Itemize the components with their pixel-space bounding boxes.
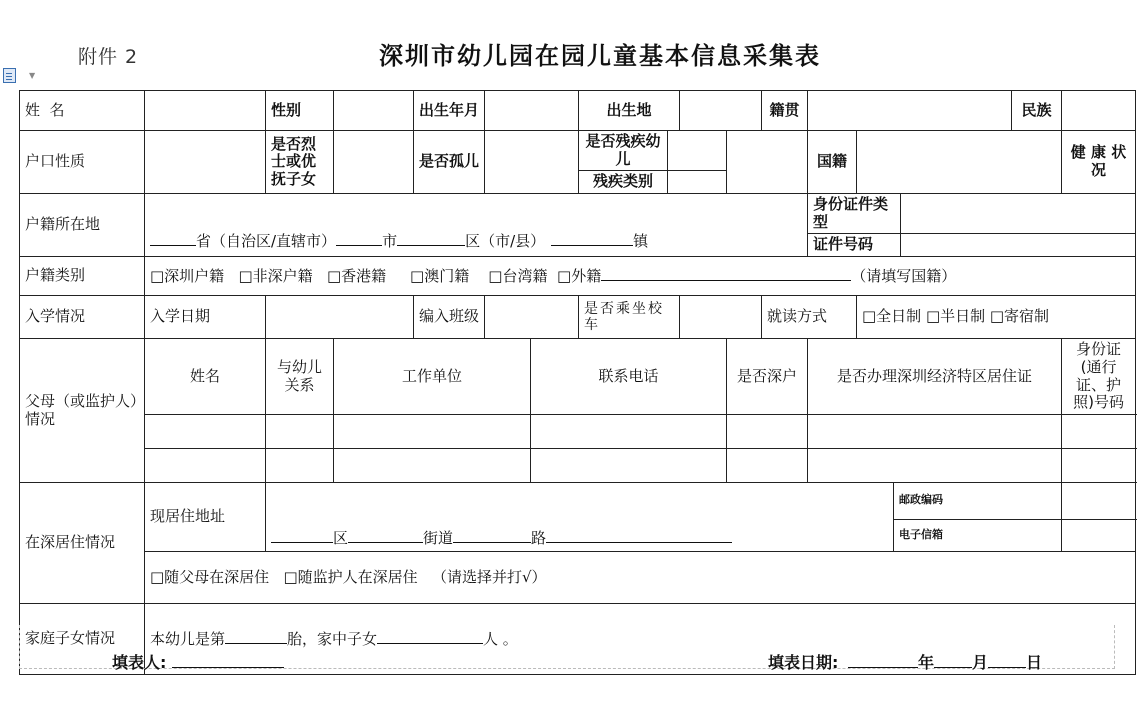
parent-row xyxy=(20,414,1136,448)
month-label: 月 xyxy=(972,653,989,672)
town-label: 镇 xyxy=(633,232,649,251)
email-label: 电子信箱 xyxy=(894,519,1062,551)
parent-2-employer[interactable] xyxy=(334,448,531,482)
hukou-nature-value-cell[interactable] xyxy=(145,131,266,194)
option-shenzhen[interactable]: □深圳户籍 xyxy=(150,267,225,286)
study-mode-label: 就读方式 xyxy=(762,296,857,339)
parent-1-relation[interactable] xyxy=(266,414,334,448)
id-number-value[interactable] xyxy=(901,234,1136,256)
parent-1-id-number[interactable] xyxy=(1062,414,1136,448)
option-macau[interactable]: □澳门籍 xyxy=(410,267,470,286)
live-with-options[interactable]: □随父母在深居住 □随监护人在深居住 （请选择并打√） xyxy=(145,551,1136,603)
parent-employer-header: 工作单位 xyxy=(334,339,531,415)
hukou-nature-label: 户口性质 xyxy=(20,131,145,194)
residence-row xyxy=(20,482,1136,519)
parent-id-number-header: 身份证(通行证、护照)号码 xyxy=(1062,339,1136,415)
parent-sz-hukou-header: 是否深户 xyxy=(727,339,808,415)
address-value-cell[interactable] xyxy=(266,482,894,551)
id-number-label: 证件号码 xyxy=(808,234,901,256)
name-label: 姓 名 xyxy=(20,91,145,131)
birth-date-label: 出生年月 xyxy=(414,91,485,131)
city-label: 市 xyxy=(382,232,398,251)
gender-label: 性别 xyxy=(266,91,334,131)
nationality-hint: （请填写国籍） xyxy=(851,267,957,286)
postal-code-value[interactable] xyxy=(1062,482,1136,519)
year-label: 年 xyxy=(917,653,934,672)
native-place-label: 籍贯 xyxy=(762,91,808,131)
hukou-category-label: 户籍类别 xyxy=(20,257,145,296)
family-label: 家庭子女情况 xyxy=(20,603,145,674)
annex-label: 附件 2 xyxy=(78,46,139,68)
hukou-category-options[interactable] xyxy=(145,257,1136,296)
option-non-shenzhen[interactable]: □非深户籍 xyxy=(238,267,313,286)
parents-label: 父母（或监护人）情况 xyxy=(20,339,145,483)
id-type-label: 身份证件类型 xyxy=(808,194,901,234)
parent-2-sz-hukou[interactable] xyxy=(727,448,808,482)
parent-phone-header: 联系电话 xyxy=(531,339,727,415)
ethnicity-label: 民族 xyxy=(1012,91,1062,131)
enrollment-row xyxy=(20,296,1136,339)
address-district: 区 xyxy=(333,529,349,548)
postal-code-label: 邮政编码 xyxy=(894,482,1062,519)
family-text-b: 胎，家中子女 xyxy=(287,630,378,649)
enroll-date-value-cell[interactable] xyxy=(266,296,414,339)
class-value-cell[interactable] xyxy=(485,296,579,339)
class-label: 编入班级 xyxy=(414,296,485,339)
gender-value-cell[interactable] xyxy=(334,91,414,131)
hukou-location-address[interactable] xyxy=(145,194,808,257)
parent-1-phone[interactable] xyxy=(531,414,727,448)
parent-2-id-number[interactable] xyxy=(1062,448,1136,482)
disability-type-label: 残疾类别 xyxy=(592,172,653,191)
id-info-cell xyxy=(808,194,1136,257)
parent-1-employer[interactable] xyxy=(334,414,531,448)
day-label: 日 xyxy=(1026,653,1043,672)
hukou-location-label: 户籍所在地 xyxy=(20,194,145,257)
option-hongkong[interactable]: □香港籍 xyxy=(327,267,387,286)
hukou-nature-row xyxy=(20,131,1136,194)
filler-label: 填表人: xyxy=(112,653,167,672)
hukou-location-row xyxy=(20,194,1136,257)
district-label: 区（市/县） xyxy=(465,232,546,251)
parent-2-relation[interactable] xyxy=(266,448,334,482)
dropdown-arrow-icon[interactable]: ▼ xyxy=(29,71,36,80)
parent-row xyxy=(20,448,1136,482)
birthplace-value-cell[interactable] xyxy=(680,91,762,131)
family-text-a: 本幼儿是第 xyxy=(150,630,226,649)
disability-extra-cell[interactable] xyxy=(727,131,808,194)
enroll-date-label: 入学日期 xyxy=(145,296,266,339)
parent-2-name[interactable] xyxy=(145,448,266,482)
school-bus-value-cell[interactable] xyxy=(680,296,762,339)
fill-date-field[interactable] xyxy=(768,650,1042,673)
province-label: 省（自治区/直辖市） xyxy=(196,232,337,251)
fill-date-label: 填表日期: xyxy=(768,653,839,672)
parent-name-header: 姓名 xyxy=(145,339,266,415)
school-bus-label: 是否乘坐校车 xyxy=(579,296,680,339)
ethnicity-value-cell[interactable] xyxy=(1062,91,1136,131)
orphan-label: 是否孤儿 xyxy=(414,131,485,194)
study-mode-options[interactable]: □全日制 □半日制 □寄宿制 xyxy=(857,296,1136,339)
parent-2-residence-permit[interactable] xyxy=(808,448,1062,482)
parents-header-row xyxy=(20,339,1136,415)
disability-cell xyxy=(579,131,727,194)
orphan-value-cell[interactable] xyxy=(485,131,579,194)
residence-label: 在深居住情况 xyxy=(20,482,145,603)
nationality-value-cell[interactable] xyxy=(857,131,1062,194)
address-road: 路 xyxy=(531,529,547,548)
name-value-cell[interactable] xyxy=(145,91,266,131)
enrollment-label: 入学情况 xyxy=(20,296,145,339)
nationality-label: 国籍 xyxy=(808,131,857,194)
parent-relation-header: 与幼儿关系 xyxy=(266,339,334,415)
basic-info-row xyxy=(20,91,1136,131)
address-street: 街道 xyxy=(423,529,454,548)
disabled-child-label: 是否残疾幼儿 xyxy=(579,131,668,171)
filler-field[interactable] xyxy=(112,650,284,673)
option-foreign[interactable]: □外籍 xyxy=(557,267,602,286)
disability-type-value[interactable] xyxy=(668,171,727,193)
martyr-child-label: 是否烈士或优抚子女 xyxy=(266,131,334,194)
email-value[interactable] xyxy=(1062,519,1136,551)
disabled-child-value[interactable] xyxy=(668,131,727,171)
parent-1-sz-hukou[interactable] xyxy=(727,414,808,448)
family-text-c: 人 。 xyxy=(483,630,518,649)
parent-2-phone[interactable] xyxy=(531,448,727,482)
parent-residence-permit-header: 是否办理深圳经济特区居住证 xyxy=(808,339,1062,415)
page-title: 深圳市幼儿园在园儿童基本信息采集表 xyxy=(379,42,821,70)
option-taiwan[interactable]: □台湾籍 xyxy=(488,267,548,286)
document-icon[interactable] xyxy=(3,68,16,83)
parent-1-name[interactable] xyxy=(145,414,266,448)
health-status-label: 健 康 状 况 xyxy=(1062,131,1136,194)
parent-1-residence-permit[interactable] xyxy=(808,414,1062,448)
hukou-category-row xyxy=(20,257,1136,296)
id-type-value[interactable] xyxy=(901,194,1136,234)
info-form-table xyxy=(19,90,1127,649)
birthplace-label: 出生地 xyxy=(579,91,680,131)
birth-date-value-cell[interactable] xyxy=(485,91,579,131)
address-label: 现居住地址 xyxy=(145,482,266,551)
martyr-child-value-cell[interactable] xyxy=(334,131,414,194)
live-with-row xyxy=(20,551,1136,603)
native-place-value-cell[interactable] xyxy=(808,91,1012,131)
